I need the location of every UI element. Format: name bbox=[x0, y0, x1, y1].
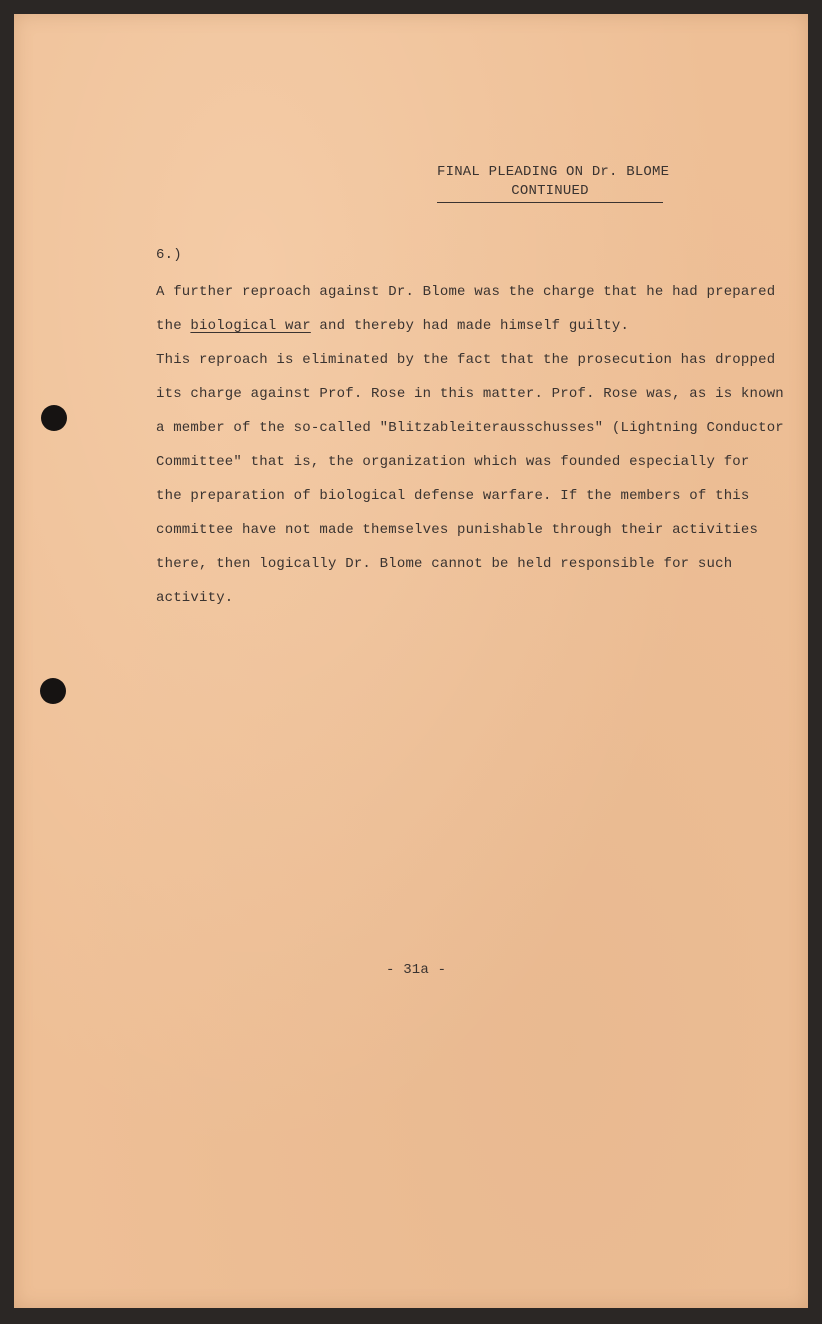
text-line: activity. bbox=[156, 590, 234, 606]
text-line: the preparation of biological defense warfare. If the members of this bbox=[156, 488, 750, 504]
text-line bbox=[156, 315, 766, 349]
text-line: A further reproach against Dr. Blome was the charge that he had prepared bbox=[156, 284, 776, 300]
punch-hole-bottom bbox=[40, 678, 66, 704]
body-paragraph bbox=[156, 281, 784, 621]
document-heading bbox=[437, 163, 670, 203]
text-line: This reproach is eliminated by the fact that the prosecution has dropped bbox=[156, 352, 776, 368]
text-segment: and thereby had made himself guilty. bbox=[310, 318, 630, 334]
paper-sheet bbox=[14, 14, 808, 1308]
text-line: Committee" that is, the organization which was founded especially for bbox=[156, 454, 750, 470]
text-line: there, then logically Dr. Blome cannot be held responsible for such bbox=[156, 556, 733, 572]
heading-continued: CONTINUED bbox=[437, 182, 663, 203]
text-segment: the bbox=[156, 318, 191, 334]
paragraph-number: 6.) bbox=[156, 247, 182, 263]
punch-hole-top bbox=[41, 405, 67, 431]
page-number: - 31a - bbox=[386, 962, 447, 978]
underlined-phrase: biological war bbox=[190, 318, 311, 334]
text-line: its charge against Prof. Rose in this matter. Prof. Rose was, as is known bbox=[156, 386, 784, 402]
text-line: committee have not made themselves punishable through their activities bbox=[156, 522, 759, 538]
heading-title: FINAL PLEADING ON Dr. BLOME bbox=[437, 164, 670, 180]
text-line: a member of the so-called "Blitzableiterausschusses" (Lightning Conductor bbox=[156, 420, 784, 436]
